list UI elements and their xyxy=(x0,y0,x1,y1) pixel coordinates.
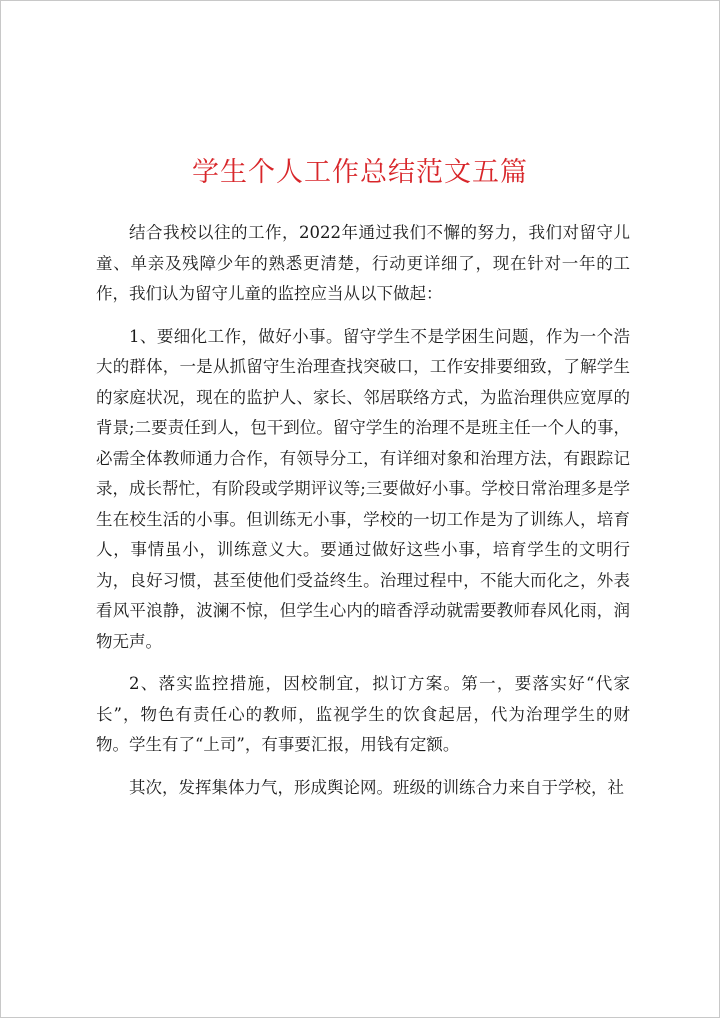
paragraph-point-1: 1、要细化工作，做好小事。留守学生不是学困生问题，作为一个浩大的群体，一是从抓留守生治理查找突破口，工作安排要细致，了解学生的家庭状况，现在的监护人、家长、邻居联络方式，为监治理供应宽厚的背景;二要责任到人，包干到位。留守学生的治理不是班主任一个人的事，必需全体教师通力合作，有领导分工，有详细对象和治理方法，有跟踪记录，成长帮忙，有阶段或学期评议等;三要做好小事。学校日常治理多是学生在校生活的小事。但训练无小事，学校的一切工作是为了训练人，培育人，事情虽小，训练意义大。要通过做好这些小事，培育学生的文明行为，良好习惯，甚至使他们受益终生。治理过程中，不能大而化之，外表看风平浪静，波澜不惊，但学生心内的暗香浮动就需要教师春风化雨，润物无声。 xyxy=(96,326,630,651)
document-body xyxy=(96,218,630,815)
document-title: 学生个人工作总结范文五篇 xyxy=(192,157,528,188)
paragraph-second: 其次，发挥集体力气，形成舆论网。班级的训练合力来自于学校，社 xyxy=(129,777,624,797)
paragraph-intro: 结合我校以往的工作，2022年通过我们不懈的努力，我们对留守儿童、单亲及残障少年的熟悉更清楚，行动更详细了，现在针对一年的工作，我们认为留守儿童的监控应当从以下做起： xyxy=(96,223,630,303)
paragraph-point-2: 2、落实监控措施，因校制宜，拟订方案。第一，要落实好“代家长”，物色有责任心的教师，监视学生的饮食起居，代为治理学生的财物。学生有了“上司”，有事要汇报，用钱有定额。 xyxy=(96,674,630,754)
